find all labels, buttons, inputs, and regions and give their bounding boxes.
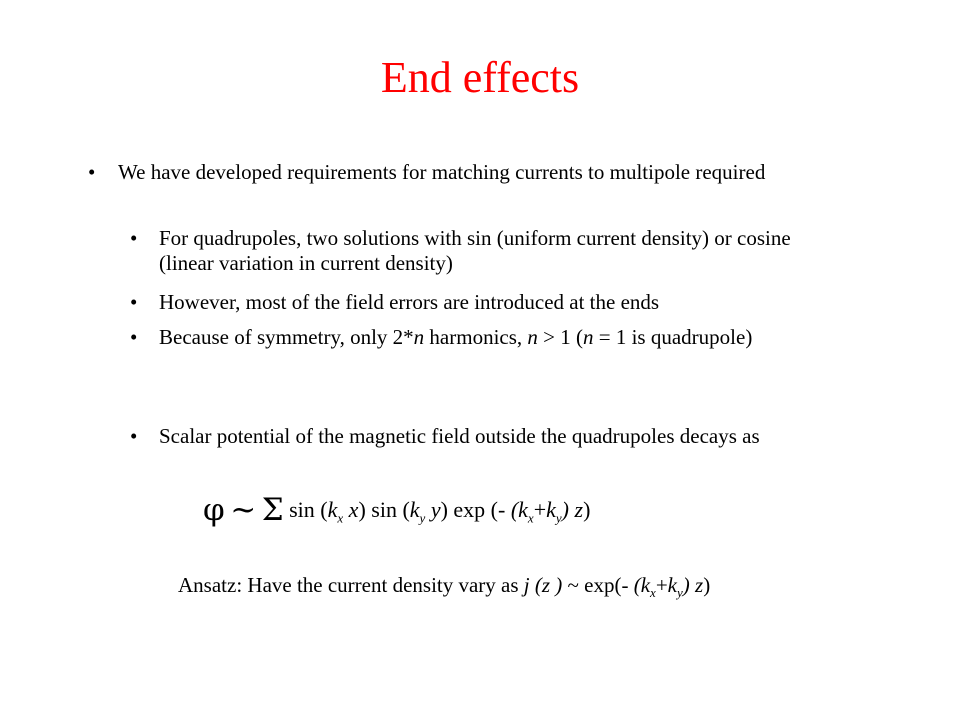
- phi-symbol: φ: [203, 492, 225, 528]
- ansatz-line: Ansatz: Have the current density vary as j (z ) ~ exp(- $(k_x+k_y)$ z): [178, 573, 711, 601]
- bullet-text: Scalar potential of the magnetic field outside the quadrupoles decays as: [159, 424, 760, 448]
- bullet-text: Because of symmetry, only 2*n harmonics, n > 1 (n = 1 is quadrupole): [159, 325, 753, 349]
- bullet-dot: •: [130, 290, 138, 314]
- bullet-dot: •: [88, 160, 96, 184]
- bullet-text: However, most of the field errors are introduced at the ends: [159, 290, 660, 314]
- bullet-dot: •: [130, 424, 138, 448]
- potential-formula: φ ~ Σ $\sin (k_x$ x) $\sin (k_y$ y) exp (- $(k_x+k_y)$ z): [203, 492, 591, 528]
- bullet-dot: •: [130, 226, 138, 250]
- bullet-text: We have developed requirements for matching currents to multipole required: [118, 160, 766, 184]
- tilde-symbol: ~: [230, 492, 257, 528]
- bullet-dot: •: [130, 325, 138, 349]
- slide-title: End effects: [380, 53, 580, 102]
- bullet-text: For quadrupoles, two solutions with sin (uniform current density) or cosine (linear variation in current density): [159, 226, 791, 275]
- sigma-symbol: Σ: [261, 492, 284, 528]
